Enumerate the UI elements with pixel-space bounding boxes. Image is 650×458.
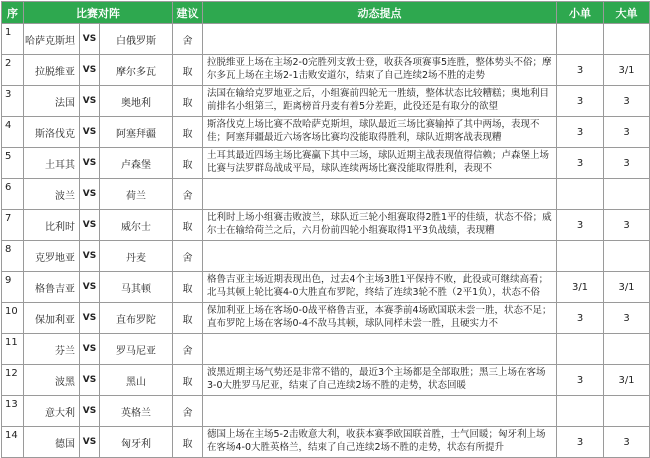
table-row xyxy=(2,179,650,210)
large-bet: 3 xyxy=(604,303,650,334)
large-bet: 3 xyxy=(604,117,650,148)
dynamics-note xyxy=(203,179,557,210)
row-index: 9 xyxy=(2,272,24,303)
home-team: 波黑 xyxy=(24,365,80,396)
large-bet xyxy=(604,179,650,210)
away-team: 马其顿 xyxy=(100,272,173,303)
home-team: 意大利 xyxy=(24,396,80,427)
home-team: 土耳其 xyxy=(24,148,80,179)
advice-cell: 取 xyxy=(173,427,203,458)
home-team: 德国 xyxy=(24,427,80,458)
dynamics-note xyxy=(203,334,557,365)
advice-cell: 取 xyxy=(173,365,203,396)
vs-label: VS xyxy=(80,148,100,179)
table-row xyxy=(2,272,650,303)
small-bet: 3 xyxy=(557,303,604,334)
vs-label: VS xyxy=(80,427,100,458)
dynamics-note: 比利时上场小组赛击败波兰，球队近三轮小组赛取得2胜1平的佳绩，状态不俗；威尔士在输给荷兰之后，六月份前四轮小组赛取得1平3负战绩，表现糟 xyxy=(203,210,557,241)
large-bet: 3/1 xyxy=(604,365,650,396)
dynamics-note: 土耳其最近四场主场比赛赢下其中三场，球队近期主战表现值得信赖；卢森堡上场比赛与法罗群岛战成平局，球队连续两场比赛没能取得胜利，表现不 xyxy=(203,148,557,179)
header-row xyxy=(2,2,650,24)
table-row xyxy=(2,117,650,148)
table-row xyxy=(2,334,650,365)
table-row xyxy=(2,210,650,241)
small-bet xyxy=(557,24,604,55)
small-bet: 3 xyxy=(557,365,604,396)
large-bet: 3/1 xyxy=(604,55,650,86)
vs-label: VS xyxy=(80,365,100,396)
dynamics-note xyxy=(203,396,557,427)
table-row xyxy=(2,396,650,427)
header-dynamics: 动态提点 xyxy=(203,2,557,24)
small-bet: 3 xyxy=(557,148,604,179)
advice-cell: 舍 xyxy=(173,24,203,55)
table-body xyxy=(2,24,650,458)
away-team: 匈牙利 xyxy=(100,427,173,458)
large-bet: 3 xyxy=(604,427,650,458)
row-index: 13 xyxy=(2,396,24,427)
small-bet xyxy=(557,179,604,210)
table-row xyxy=(2,148,650,179)
table-row xyxy=(2,86,650,117)
advice-cell: 舍 xyxy=(173,179,203,210)
row-index: 12 xyxy=(2,365,24,396)
dynamics-note: 德国上场在主场5-2击败意大利，收获本赛季欧国联首胜，士气回暖；匈牙利上场在客场4-0大胜英格兰，结束了自己连续2场不胜的走势，状态有所提升 xyxy=(203,427,557,458)
large-bet xyxy=(604,396,650,427)
away-team: 黑山 xyxy=(100,365,173,396)
large-bet: 3 xyxy=(604,210,650,241)
small-bet xyxy=(557,396,604,427)
header-small: 小单 xyxy=(557,2,604,24)
vs-label: VS xyxy=(80,303,100,334)
away-team: 威尔士 xyxy=(100,210,173,241)
header-matchup: 比赛对阵 xyxy=(24,2,173,24)
advice-cell: 取 xyxy=(173,117,203,148)
large-bet: 3 xyxy=(604,86,650,117)
vs-label: VS xyxy=(80,334,100,365)
home-team: 哈萨克斯坦 xyxy=(24,24,80,55)
large-bet: 3/1 xyxy=(604,272,650,303)
row-index: 3 xyxy=(2,86,24,117)
home-team: 克罗地亚 xyxy=(24,241,80,272)
vs-label: VS xyxy=(80,210,100,241)
table-row xyxy=(2,427,650,458)
large-bet xyxy=(604,241,650,272)
dynamics-note: 斯洛伐克上场比赛不敌哈萨克斯坦，球队最近三场比赛输掉了其中两场，表现不佳；阿塞拜疆最近六场客场比赛均没能取得胜利，球队近期客战表现糟 xyxy=(203,117,557,148)
advice-cell: 取 xyxy=(173,303,203,334)
home-team: 芬兰 xyxy=(24,334,80,365)
row-index: 14 xyxy=(2,427,24,458)
home-team: 保加利亚 xyxy=(24,303,80,334)
away-team: 英格兰 xyxy=(100,396,173,427)
header-index: 序 xyxy=(2,2,24,24)
home-team: 波兰 xyxy=(24,179,80,210)
vs-label: VS xyxy=(80,55,100,86)
home-team: 比利时 xyxy=(24,210,80,241)
row-index: 10 xyxy=(2,303,24,334)
row-index: 4 xyxy=(2,117,24,148)
small-bet: 3 xyxy=(557,86,604,117)
large-bet: 3 xyxy=(604,148,650,179)
away-team: 直布罗陀 xyxy=(100,303,173,334)
home-team: 拉脱维亚 xyxy=(24,55,80,86)
dynamics-note xyxy=(203,241,557,272)
vs-label: VS xyxy=(80,117,100,148)
small-bet: 3 xyxy=(557,117,604,148)
small-bet xyxy=(557,241,604,272)
small-bet: 3/1 xyxy=(557,272,604,303)
vs-label: VS xyxy=(80,179,100,210)
small-bet: 3 xyxy=(557,427,604,458)
small-bet: 3 xyxy=(557,210,604,241)
advice-cell: 取 xyxy=(173,86,203,117)
table-row xyxy=(2,365,650,396)
advice-cell: 取 xyxy=(173,148,203,179)
away-team: 摩尔多瓦 xyxy=(100,55,173,86)
away-team: 奥地利 xyxy=(100,86,173,117)
dynamics-note: 保加利亚上场在客场0-0战平格鲁吉亚，本赛季前4场欧国联未尝一胜，状态不足；直布罗陀上场在客场0-4不敌马其顿，球队同样未尝一胜，且硬实力不 xyxy=(203,303,557,334)
home-team: 法国 xyxy=(24,86,80,117)
away-team: 罗马尼亚 xyxy=(100,334,173,365)
large-bet xyxy=(604,24,650,55)
home-team: 格鲁吉亚 xyxy=(24,272,80,303)
away-team: 卢森堡 xyxy=(100,148,173,179)
row-index: 1 xyxy=(2,24,24,55)
advice-cell: 舍 xyxy=(173,396,203,427)
small-bet: 3 xyxy=(557,55,604,86)
row-index: 7 xyxy=(2,210,24,241)
dynamics-note: 拉脱维亚上场在主场2-0完胜列支敦士登，收获各项赛事5连胜，整体势头不俗；摩尔多瓦上场在主场2-1击败安道尔，结束了自己连续2场不胜的走势 xyxy=(203,55,557,86)
advice-cell: 舍 xyxy=(173,241,203,272)
away-team: 丹麦 xyxy=(100,241,173,272)
table-row xyxy=(2,241,650,272)
advice-cell: 取 xyxy=(173,272,203,303)
large-bet xyxy=(604,334,650,365)
table-row xyxy=(2,303,650,334)
dynamics-note: 波黑近期主场气势还是非常不错的，最近3个主场都是全部取胜；黑三上场在客场3-0大胜罗马尼亚，结束了自己连续2场不胜的走势，状态回暖 xyxy=(203,365,557,396)
advice-cell: 取 xyxy=(173,210,203,241)
header-large: 大单 xyxy=(604,2,650,24)
row-index: 6 xyxy=(2,179,24,210)
match-table xyxy=(1,1,650,458)
row-index: 11 xyxy=(2,334,24,365)
vs-label: VS xyxy=(80,272,100,303)
vs-label: VS xyxy=(80,86,100,117)
row-index: 2 xyxy=(2,55,24,86)
header-advice: 建议 xyxy=(173,2,203,24)
dynamics-note xyxy=(203,24,557,55)
vs-label: VS xyxy=(80,24,100,55)
away-team: 阿塞拜疆 xyxy=(100,117,173,148)
row-index: 5 xyxy=(2,148,24,179)
away-team: 荷兰 xyxy=(100,179,173,210)
advice-cell: 取 xyxy=(173,55,203,86)
advice-cell: 舍 xyxy=(173,334,203,365)
away-team: 白俄罗斯 xyxy=(100,24,173,55)
table-row xyxy=(2,24,650,55)
dynamics-note: 格鲁吉亚主场近期表现出色，过去4个主场3胜1平保持不败，此役或可继续高看；北马其顿上轮比赛4-0大胜直布罗陀，终结了连续3轮不胜（2平1负），状态不俗 xyxy=(203,272,557,303)
small-bet xyxy=(557,334,604,365)
table-row xyxy=(2,55,650,86)
vs-label: VS xyxy=(80,396,100,427)
row-index: 8 xyxy=(2,241,24,272)
dynamics-note: 法国在输给克罗地亚之后，小组赛前四轮无一胜绩，整体状态比较糟糕；奥地利目前排名小组第三，距离榜首丹麦有着5分差距，此役还是有取分的欲望 xyxy=(203,86,557,117)
vs-label: VS xyxy=(80,241,100,272)
home-team: 斯洛伐克 xyxy=(24,117,80,148)
